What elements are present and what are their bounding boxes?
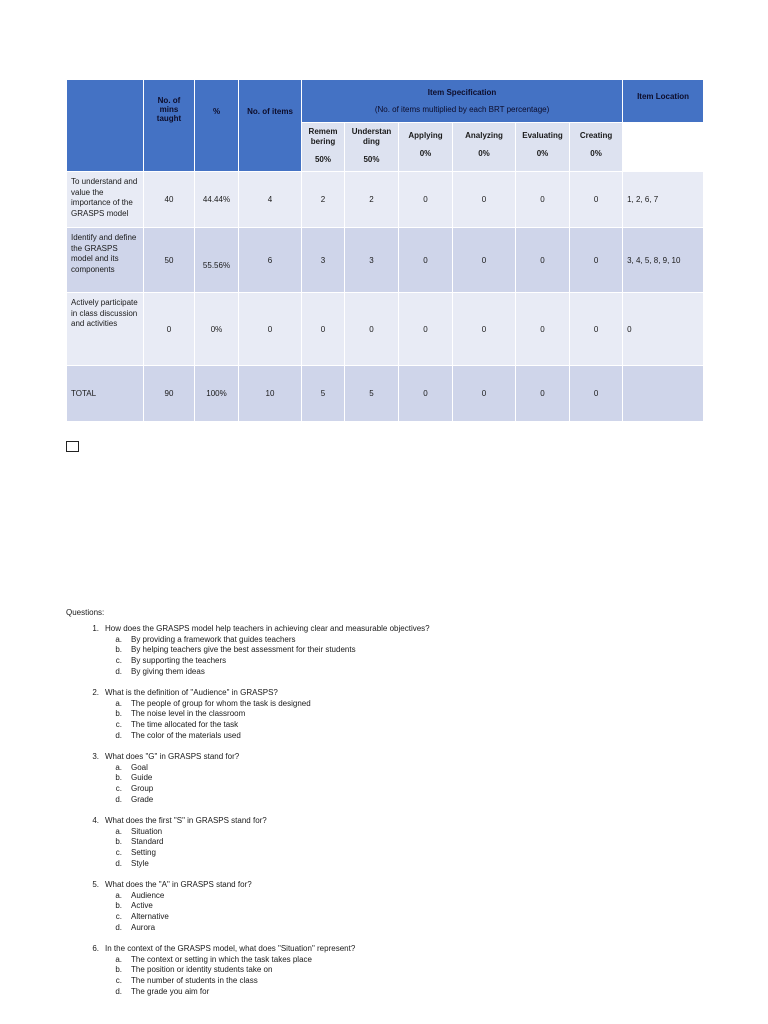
level-cell: 0: [399, 228, 453, 293]
answer-option: [66, 645, 706, 656]
level-cell: 3: [345, 228, 399, 293]
total-percent-cell: 100%: [195, 366, 239, 422]
question-stem: [66, 880, 706, 891]
total-level-cell: 0: [399, 366, 453, 422]
total-mins-cell: 90: [144, 366, 195, 422]
question-number: 3.: [92, 751, 99, 761]
level-cell: 0: [453, 172, 516, 228]
level-cell: 2: [302, 172, 345, 228]
questions-list: [66, 624, 706, 998]
level-cell: 0: [399, 172, 453, 228]
option-letter: c.: [115, 656, 122, 666]
question-number: 5.: [92, 879, 99, 889]
answer-option: [66, 635, 706, 646]
total-level-cell: 5: [345, 366, 399, 422]
question-text: In the context of the GRASPS model, what does "Situation" represent?: [105, 943, 356, 953]
answer-option: [66, 795, 706, 806]
option-text: The position or identity students take on: [131, 965, 273, 975]
items-cell: 0: [239, 293, 302, 366]
level-cell: 0: [453, 293, 516, 366]
question-item: [66, 752, 706, 806]
option-text: Alternative: [131, 912, 169, 922]
question-item: [66, 688, 706, 742]
level-cell: 2: [345, 172, 399, 228]
question-text: What does the "A" in GRASPS stand for?: [105, 879, 252, 889]
location-cell: 0: [623, 293, 704, 366]
level-name: Understan ding: [351, 127, 392, 146]
level-header: [453, 123, 516, 172]
level-percent: 50%: [363, 155, 380, 164]
header-no-of-items: No. of items: [239, 80, 302, 172]
percent-cell: 0%: [195, 293, 239, 366]
option-letter: c.: [115, 912, 122, 922]
mins-cell: 0: [144, 293, 195, 366]
level-header: [345, 123, 399, 172]
option-text: The time allocated for the task: [131, 720, 239, 730]
header-mins-taught: No. of mins taught: [144, 80, 195, 172]
total-level-cell: 0: [570, 366, 623, 422]
option-letter: d.: [115, 922, 122, 932]
mins-cell: 50: [144, 228, 195, 293]
option-text: Active: [131, 901, 153, 911]
objective-cell: Actively participate in class discussion and activities: [67, 293, 144, 366]
option-letter: a.: [115, 698, 122, 708]
option-letter: a.: [115, 826, 122, 836]
level-cell: 0: [570, 228, 623, 293]
level-name: Remem bering: [308, 127, 338, 146]
total-level-cell: 5: [302, 366, 345, 422]
option-letter: d.: [115, 730, 122, 740]
level-cell: 0: [453, 228, 516, 293]
table-row: [67, 293, 704, 366]
total-location-cell: [623, 366, 704, 422]
option-letter: b.: [115, 709, 122, 719]
header-item-location: Item Location: [623, 80, 704, 123]
question-text: How does the GRASPS model help teachers in achieving clear and measurable objectives?: [105, 623, 430, 633]
option-text: Situation: [131, 826, 163, 836]
answer-option: [66, 784, 706, 795]
level-name: Creating: [579, 131, 613, 140]
question-text: What is the definition of "Audience" in GRASPS?: [105, 687, 278, 697]
option-text: The noise level in the classroom: [131, 709, 246, 719]
option-text: Setting: [131, 848, 156, 858]
question-stem: [66, 752, 706, 763]
answer-option: [66, 763, 706, 774]
question-text: What does the first "S" in GRASPS stand for?: [105, 815, 267, 825]
level-cell: 0: [516, 228, 570, 293]
answer-option: [66, 848, 706, 859]
mins-cell: 40: [144, 172, 195, 228]
question-item: [66, 944, 706, 998]
question-stem: [66, 816, 706, 827]
question-item: [66, 624, 706, 678]
option-letter: b.: [115, 965, 122, 975]
answer-option: [66, 827, 706, 838]
table-total-row: [67, 366, 704, 422]
option-letter: b.: [115, 645, 122, 655]
option-text: By giving them ideas: [131, 666, 205, 676]
level-name: Analyzing: [465, 131, 503, 140]
header-item-specification: [302, 80, 623, 123]
option-text: The number of students in the class: [131, 976, 258, 986]
option-letter: a.: [115, 762, 122, 772]
table-of-specifications: [66, 79, 704, 422]
option-letter: d.: [115, 666, 122, 676]
question-number: 1.: [92, 623, 99, 633]
question-text: What does "G" in GRASPS stand for?: [105, 751, 240, 761]
item-specification-subtitle: (No. of items multiplied by each BRT percentage): [374, 105, 550, 114]
total-level-cell: 0: [516, 366, 570, 422]
location-cell: 3, 4, 5, 8, 9, 10: [623, 228, 704, 293]
level-percent: 50%: [314, 155, 331, 164]
option-text: The color of the materials used: [131, 730, 241, 740]
option-text: The grade you aim for: [131, 986, 210, 996]
answer-option: [66, 699, 706, 710]
option-text: Goal: [131, 762, 148, 772]
header-objective: [67, 80, 144, 172]
question-stem: [66, 944, 706, 955]
location-blank-cell: [623, 123, 704, 172]
option-letter: c.: [115, 976, 122, 986]
question-stem: [66, 688, 706, 699]
location-cell: 1, 2, 6, 7: [623, 172, 704, 228]
level-cell: 0: [399, 293, 453, 366]
option-letter: c.: [115, 848, 122, 858]
option-letter: a.: [115, 634, 122, 644]
answer-option: [66, 720, 706, 731]
level-header: [570, 123, 623, 172]
option-letter: c.: [115, 720, 122, 730]
objective-cell: To understand and value the importance of the GRASPS model: [67, 172, 144, 228]
level-header: [516, 123, 570, 172]
table-row: [67, 172, 704, 228]
level-cell: 0: [302, 293, 345, 366]
answer-option: [66, 987, 706, 998]
answer-option: [66, 891, 706, 902]
checkbox[interactable]: [66, 441, 79, 452]
answer-option: [66, 667, 706, 678]
level-cell: 0: [516, 172, 570, 228]
percent-cell: 44.44%: [195, 172, 239, 228]
answer-option: [66, 656, 706, 667]
answer-option: [66, 976, 706, 987]
answer-option: [66, 912, 706, 923]
items-cell: 6: [239, 228, 302, 293]
option-text: Guide: [131, 773, 153, 783]
option-letter: b.: [115, 773, 122, 783]
question-item: [66, 880, 706, 934]
level-name: Applying: [408, 131, 443, 140]
option-letter: a.: [115, 954, 122, 964]
option-text: Group: [131, 784, 154, 794]
level-percent: 0%: [536, 149, 549, 158]
option-text: Grade: [131, 794, 154, 804]
total-items-cell: 10: [239, 366, 302, 422]
level-cell: 0: [570, 172, 623, 228]
level-cell: 3: [302, 228, 345, 293]
level-cell: 0: [570, 293, 623, 366]
answer-option: [66, 859, 706, 870]
questions-section: [66, 608, 706, 1008]
questions-heading: Questions:: [66, 608, 105, 617]
answer-option: [66, 901, 706, 912]
question-number: 2.: [92, 687, 99, 697]
answer-option: [66, 773, 706, 784]
level-header: [302, 123, 345, 172]
option-letter: d.: [115, 986, 122, 996]
option-letter: c.: [115, 784, 122, 794]
answer-option: [66, 965, 706, 976]
level-name: Evaluating: [522, 131, 563, 140]
items-cell: 4: [239, 172, 302, 228]
level-cell: 0: [345, 293, 399, 366]
percent-cell: 55.56%: [195, 228, 239, 293]
option-letter: d.: [115, 794, 122, 804]
answer-option: [66, 837, 706, 848]
total-level-cell: 0: [453, 366, 516, 422]
option-letter: b.: [115, 901, 122, 911]
level-percent: 0%: [478, 149, 490, 158]
question-number: 6.: [92, 943, 99, 953]
option-text: By helping teachers give the best assessment for their students: [131, 645, 356, 655]
option-text: Standard: [131, 837, 164, 847]
answer-option: [66, 709, 706, 720]
answer-option: [66, 955, 706, 966]
option-text: Aurora: [131, 922, 156, 932]
level-percent: 0%: [590, 149, 602, 158]
option-letter: a.: [115, 890, 122, 900]
level-percent: 0%: [419, 149, 432, 158]
option-text: The context or setting in which the task takes place: [131, 954, 312, 964]
question-item: [66, 816, 706, 870]
header-percent: %: [195, 80, 239, 172]
option-text: By providing a framework that guides teachers: [131, 634, 296, 644]
option-letter: d.: [115, 858, 122, 868]
question-number: 4.: [92, 815, 99, 825]
option-text: The people of group for whom the task is designed: [131, 698, 311, 708]
table-row: [67, 228, 704, 293]
question-stem: [66, 624, 706, 635]
objective-cell: Identify and define the GRASPS model and its components: [67, 228, 144, 293]
answer-option: [66, 731, 706, 742]
option-text: By supporting the teachers: [131, 656, 227, 666]
answer-option: [66, 923, 706, 934]
option-letter: b.: [115, 837, 122, 847]
item-specification-title: Item Specification: [427, 88, 497, 97]
level-cell: 0: [516, 293, 570, 366]
option-text: Audience: [131, 890, 165, 900]
total-label: TOTAL: [67, 366, 144, 422]
option-text: Style: [131, 858, 149, 868]
level-header: [399, 123, 453, 172]
